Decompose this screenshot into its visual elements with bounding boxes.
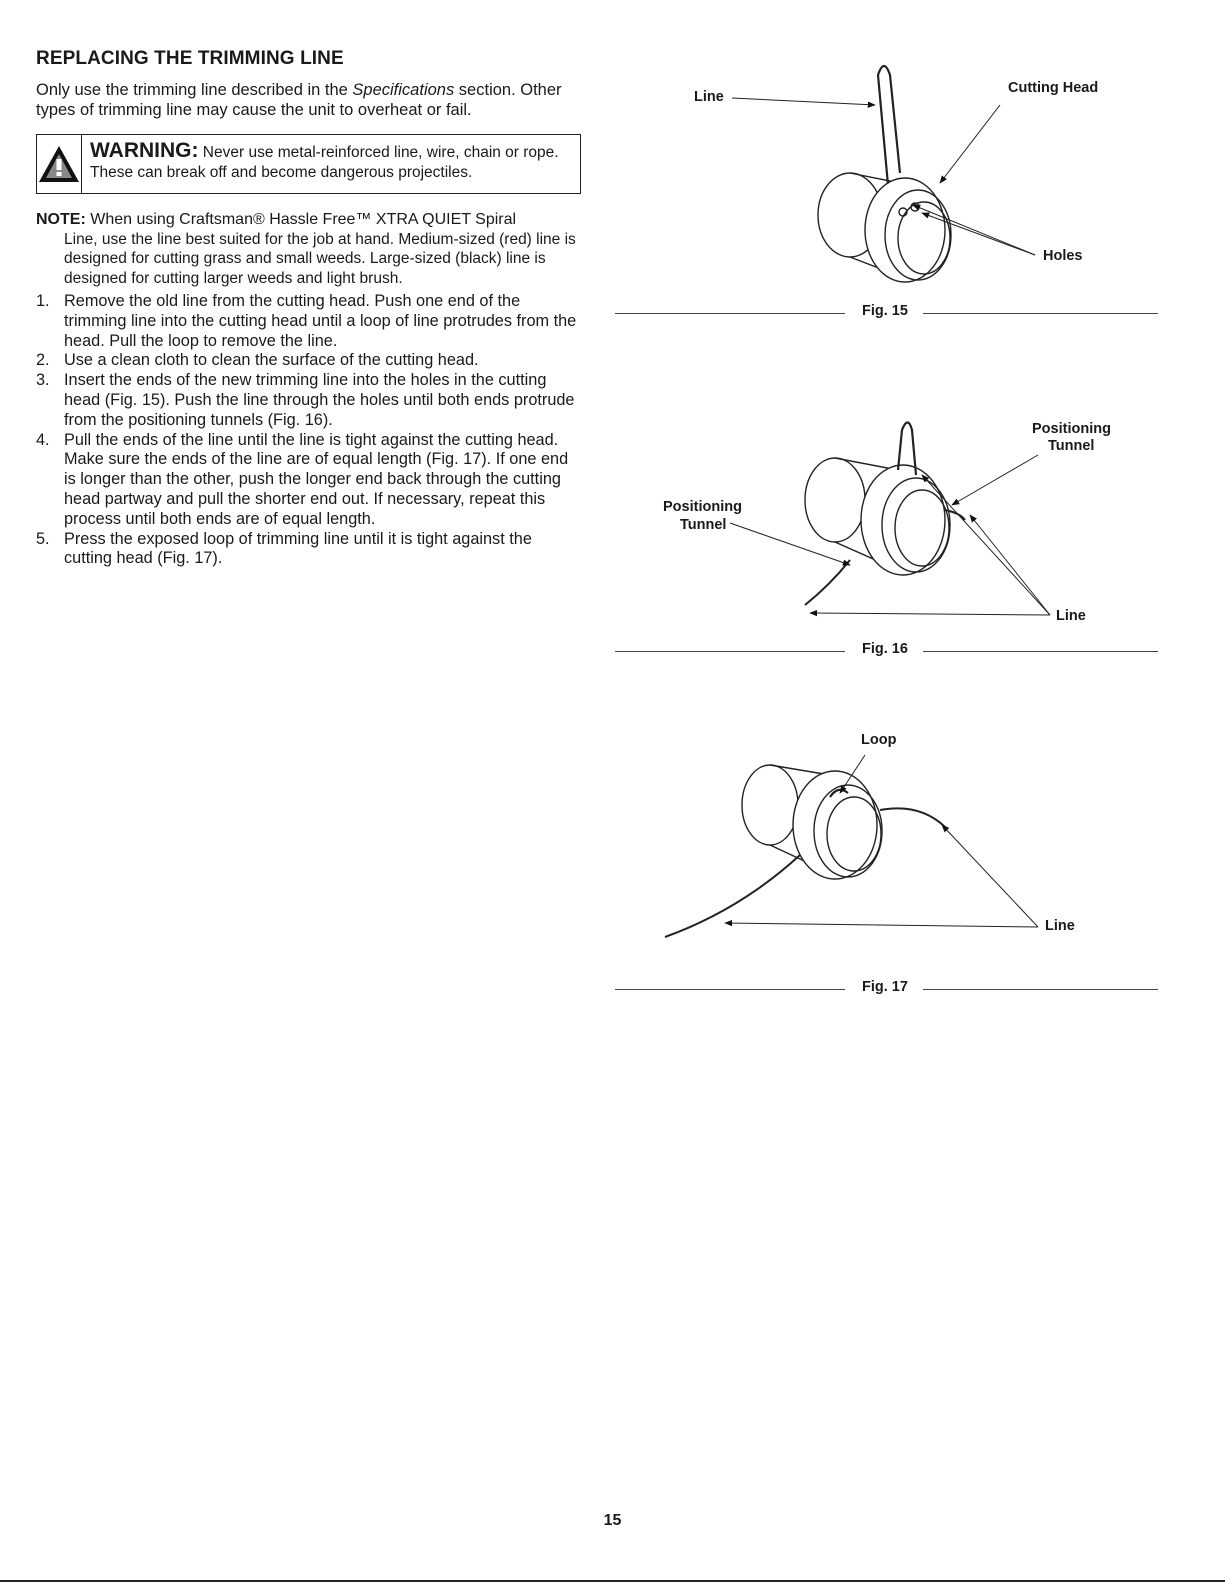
fig16-line-label: Line	[1056, 608, 1086, 624]
specifications-reference: Specifications	[352, 81, 455, 99]
fig15-rule-right	[923, 313, 1158, 314]
note-first-text: When using Craftsman® Hassle Free™ XTRA QUIET Spiral	[85, 211, 517, 228]
warning-icon-cell	[37, 135, 82, 193]
fig17-caption: Fig. 17	[862, 979, 908, 995]
section-heading: REPLACING THE TRIMMING LINE	[36, 48, 344, 69]
fig15-rule-left	[615, 313, 845, 314]
note-block	[36, 210, 581, 288]
steps-list	[36, 292, 581, 569]
fig16-rule-right	[923, 651, 1158, 652]
figure-16-illustration	[660, 405, 1180, 635]
step-number: 5.	[36, 529, 50, 548]
page-number: 15	[603, 1512, 622, 1529]
step-text: Pull the ends of the line until the line is tight against the cutting head. Make sure the ends of the line are of equal length (Fig. 17). If one end is longer than the other, push the longer end back through the cutting head partway and pull the shorter end out. If necessary, repeat this process until both ends are of equal length.	[64, 430, 569, 528]
fig16-rule-left	[615, 651, 845, 652]
fig15-line-label: Line	[694, 89, 724, 105]
step-number: 1.	[36, 292, 50, 310]
instructions-column	[36, 48, 581, 569]
warning-text	[82, 135, 580, 193]
note-label: NOTE:	[36, 211, 86, 228]
step-text: Press the exposed loop of trimming line until it is tight against the cutting head (Fig. 17).	[64, 529, 532, 568]
intro-text-start: Only use the trimming line described in the	[36, 81, 353, 99]
list-item	[36, 351, 581, 371]
step-number: 2.	[36, 351, 50, 370]
bottom-rule	[0, 1580, 1225, 1582]
list-item	[36, 431, 581, 530]
note-first-line	[36, 210, 581, 230]
fig17-rule-left	[615, 989, 845, 990]
figure-15-illustration	[660, 55, 1180, 315]
step-number: 4.	[36, 430, 50, 449]
fig16-tunnel-right-line1: Positioning	[1032, 421, 1111, 437]
step-text: Insert the ends of the new trimming line into the holes in the cutting head (Fig. 15). Push the line through the holes until both ends protrude from the positioning tunnels (Fig. 16).	[64, 371, 575, 429]
note-continuation: Line, use the line best suited for the job at hand. Medium-sized (red) line is designed for cutting grass and small weeds. Large-sized (black) line is designed for cutting larger weeds and light brush.	[64, 230, 576, 287]
warning-triangle-icon	[37, 144, 81, 184]
list-item	[36, 371, 581, 430]
list-item	[36, 292, 581, 351]
intro-paragraph	[36, 80, 581, 120]
fig16-tunnel-left-line2: Tunnel	[680, 517, 727, 533]
fig16-tunnel-left-line1: Positioning	[663, 499, 742, 515]
fig17-line-label: Line	[1045, 918, 1075, 934]
fig15-holes-label: Holes	[1043, 248, 1083, 264]
fig16-caption: Fig. 16	[862, 641, 908, 657]
fig15-caption: Fig. 15	[862, 303, 908, 319]
list-item	[36, 530, 581, 570]
intro-text-end: section. Other types of trimming line may cause the unit to overheat or fail.	[36, 81, 562, 119]
warning-message: Never use metal-reinforced line, wire, chain or rope. These can break off and become dangerous projectiles.	[90, 144, 559, 181]
fig15-cutting-head-label: Cutting Head	[1008, 80, 1099, 96]
warning-title: WARNING:	[90, 139, 199, 162]
warning-box	[36, 134, 581, 194]
figure-17-illustration	[660, 745, 1180, 965]
fig16-tunnel-right-line2: Tunnel	[1048, 438, 1095, 454]
step-number: 3.	[36, 371, 50, 390]
fig17-rule-right	[923, 989, 1158, 990]
fig17-loop-label: Loop	[861, 732, 897, 748]
step-text: Use a clean cloth to clean the surface of the cutting head.	[64, 351, 479, 370]
step-text: Remove the old line from the cutting head. Push one end of the trimming line into the cutting head until a loop of line protrudes from the head. Pull the loop to remove the line.	[64, 292, 577, 350]
